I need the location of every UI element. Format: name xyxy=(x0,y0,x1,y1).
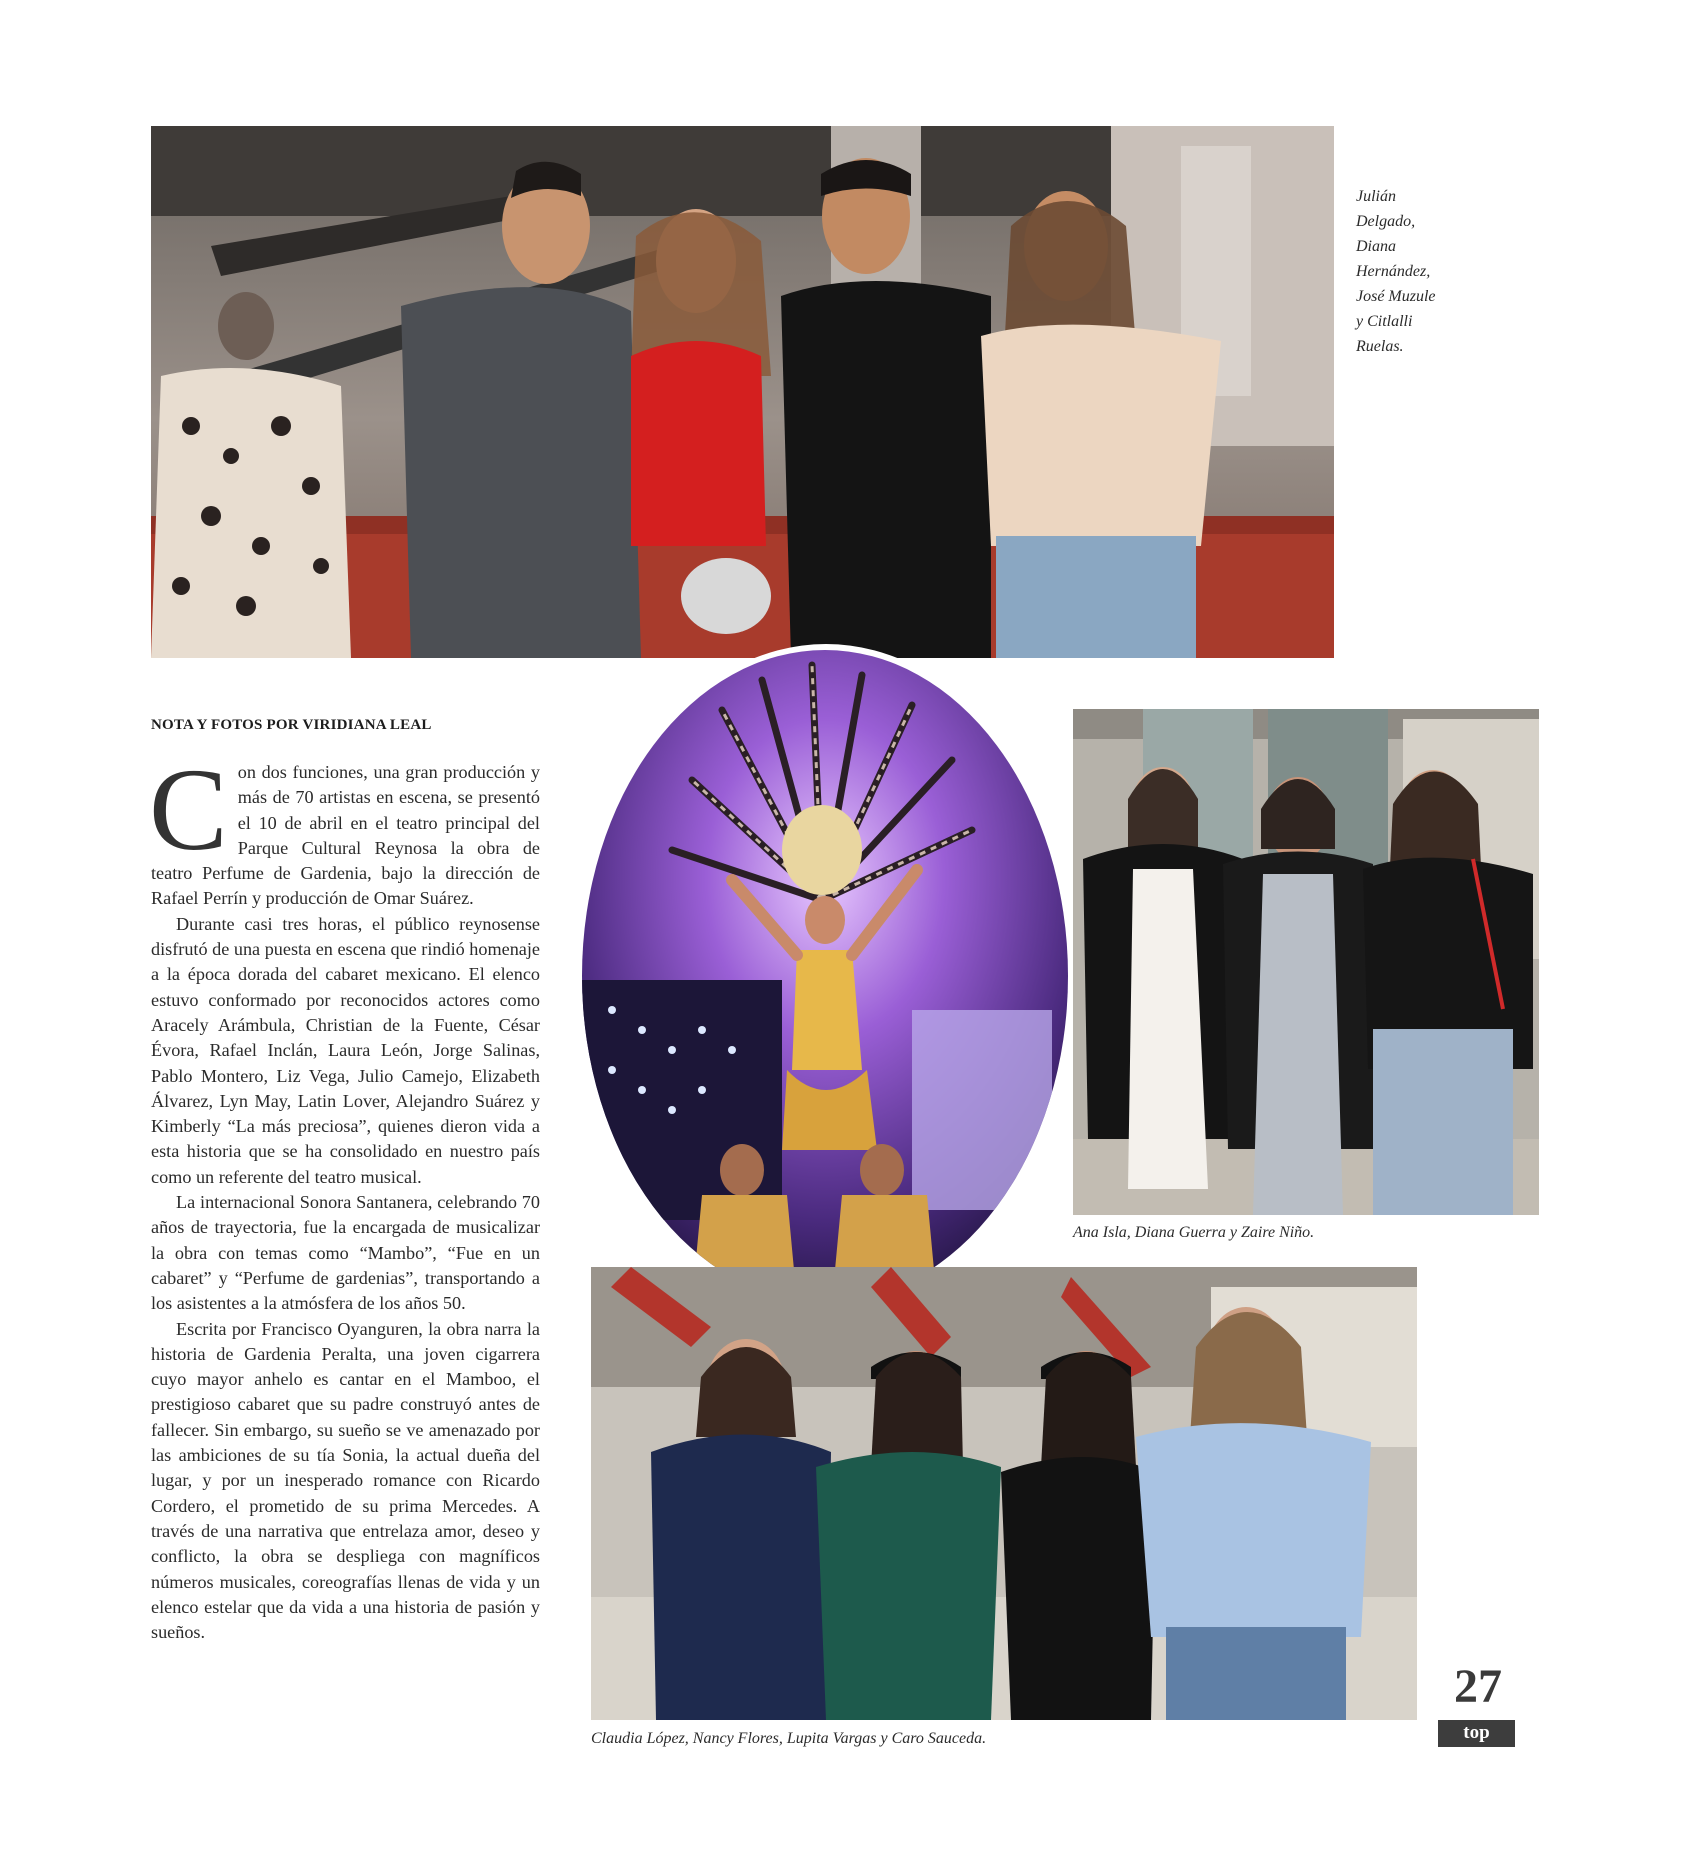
photo-group-four-guests-image xyxy=(151,126,1334,658)
right-photo-caption: Ana Isla, Diana Guerra y Zaire Niño. xyxy=(1073,1224,1315,1241)
photo-three-women-image xyxy=(1073,709,1539,1215)
article-paragraph: Escrita por Francisco Oyanguren, la obra narra la historia de Gardenia Peralta, una joven cigarrera cuyo mayor anhelo es cantar en el Mamboo, el prestigioso cabaret que su padre construyó antes de fallecer. Sin embargo, su sueño se ve amenazado por las ambiciones de su tía Sonia, la actual dueña del lugar, y por un inesperado romance con Ricardo Cordero, el prometido de su prima Mercedes. A través de una narrativa que entrelaza amor, deseo y conflicto, la obra se despliega con magníficos números musicales, coreografías llenas de vida y un elenco estelar que da vida a una historia de pasión y sueños. xyxy=(151,1318,540,1643)
caption-line: y Citlalli xyxy=(1356,313,1413,330)
photo-stage-performer-oval xyxy=(578,644,1074,1308)
article-body xyxy=(149,744,540,1645)
photo-stage-performer-image xyxy=(582,650,1068,1302)
caption-line: José Muzule xyxy=(1356,288,1436,305)
byline: NOTA Y FOTOS POR VIRIDIANA LEAL xyxy=(151,717,432,733)
caption-line: Diana xyxy=(1356,238,1396,255)
photo-four-women xyxy=(591,1267,1417,1720)
article-paragraph: La internacional Sonora Santanera, celebrando 70 años de trayectoria, fue la encargada de musicalizar la obra con temas como “Mambo”, “Fue en un cabaret” y “Perfume de gardenias”, transportando a los asistentes a la atmósfera de los años 50. xyxy=(151,1192,540,1314)
photo-group-four-guests xyxy=(151,126,1334,658)
brand-badge: top xyxy=(1438,1720,1515,1747)
drop-cap: C xyxy=(149,744,228,875)
caption-line: Delgado, xyxy=(1356,213,1416,230)
caption-line: Ruelas. xyxy=(1356,338,1404,355)
article-paragraph xyxy=(149,744,540,912)
page-number: 27 xyxy=(1454,1660,1502,1713)
photo-four-women-image xyxy=(591,1267,1417,1720)
bottom-photo-caption: Claudia López, Nancy Flores, Lupita Vargas y Caro Sauceda. xyxy=(591,1730,987,1747)
article-paragraph: Durante casi tres horas, el público reynosense disfrutó de una puesta en escena que rindió homenaje a la época dorada del cabaret mexicano. El elenco estuvo conformado por reconocidos actores como Aracely Arámbula, Christian de la Fuente, César Évora, Rafael Inclán, Laura León, Jorge Salinas, Pablo Montero, Liz Vega, Julio Camejo, Elizabeth Álvarez, Lyn May, Latin Lover, Alejandro Suárez y Kimberly “La más preciosa”, quienes dieron vida a esta historia que se ha consolidado en nuestro país como un referente del teatro musical. xyxy=(151,913,540,1187)
article-paragraph-text: on dos funciones, una gran producción y más de 70 artistas en escena, se presentó el 10 de abril en el teatro principal del Parque Cultural Reynosa la obra de teatro Perfume de Gardenia, bajo la dirección de Rafael Perrín y producción de Omar Suárez. xyxy=(151,762,540,909)
caption-line: Hernández, xyxy=(1356,263,1431,280)
top-photo-caption xyxy=(1356,184,1466,359)
photo-three-women xyxy=(1073,709,1539,1215)
caption-line: Julián xyxy=(1356,188,1396,205)
